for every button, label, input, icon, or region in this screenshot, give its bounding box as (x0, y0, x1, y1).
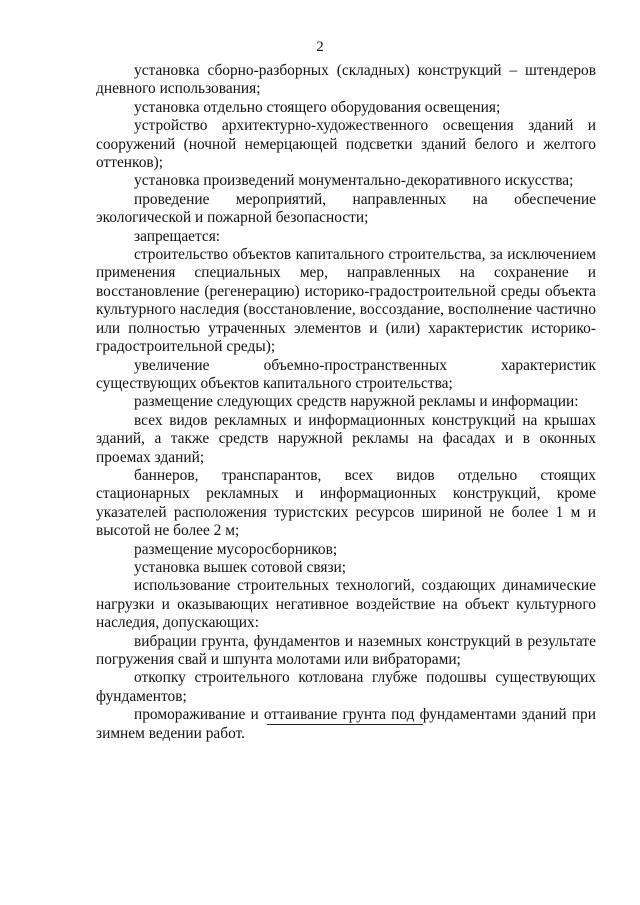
paragraph: установка вышек сотовой связи; (134, 558, 347, 576)
paragraph: устройство архитектурно-художественного освещения зданий и сооружений (ночной немерцающей подсветки зданий белого и желтого оттенков); (96, 117, 596, 172)
page-number: 2 (316, 39, 324, 55)
paragraph: размещение мусоросборников; (134, 540, 338, 558)
paragraph: проведение мероприятий, направленных на обеспечение экологической и пожарной безопасности; (96, 190, 596, 227)
paragraph: увеличение объемно-пространственных характеристик существующих объектов капитального строительства; (96, 356, 596, 392)
paragraph: установка отдельно стоящего оборудования освещения; (134, 98, 501, 116)
paragraph: промораживание и оттаивание грунта под фундаментами зданий при зимнем ведении работ. (96, 706, 596, 742)
paragraph: запрещается: (134, 227, 221, 245)
paragraph: вибрации грунта, фундаментов и наземных конструкций в результате погружения свай и шпунта молотами или вибраторами; (96, 632, 596, 668)
paragraph: строительство объектов капитального строительства, за исключением применения специальных мер, направленных на сохранение и восстановление (регенерацию) историко-градостроительной среды объекта культурного наследия (восстановление, воссоздание, восполнение частично или полностью утраченных элементов и (или) характеристик историко-градостроительной среды); (96, 246, 596, 356)
paragraph: установка произведений монументально-декоративного искусства; (134, 172, 574, 190)
paragraph: всех видов рекламных и информационных конструкций на крышах зданий, а также средств наружной рекламы на фасадах и в оконных проемах зданий; (96, 411, 596, 466)
document-body (96, 62, 596, 743)
paragraph: откопку строительного котлована глубже подошвы существующих фундаментов; (96, 669, 596, 705)
end-separator-line (267, 724, 423, 725)
paragraph: использование строительных технологий, создающих динамические нагрузки и оказывающих негативное воздействие на объект культурного наследия, допускающих: (96, 577, 596, 632)
paragraph: размещение следующих средств наружной рекламы и информации: (134, 393, 579, 411)
paragraph: установка сборно-разборных (складных) конструкций – штендеров дневного использования; (96, 62, 596, 98)
paragraph: баннеров, транспарантов, всех видов отдельно стоящих стационарных рекламных и информационных конструкций, кроме указателей расположения туристских ресурсов шириной не более 1 м и высотой не более 2 м; (96, 466, 596, 540)
